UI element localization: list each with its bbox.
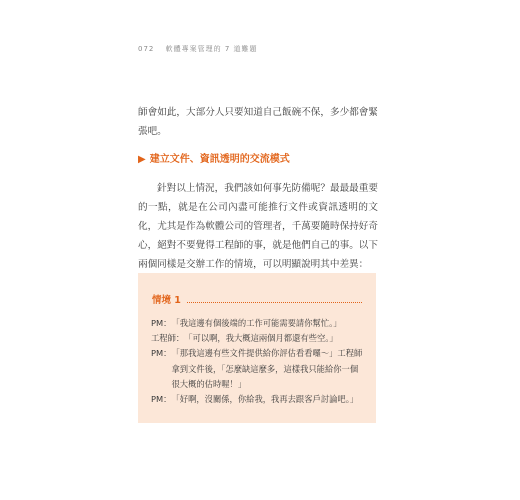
body-paragraph-2: 針對以上情況，我們該如何事先防備呢？最最最重要的一點，就是在公司內盡可能推行文件或資訊透明的文化，尤其是作為軟體公司的管理者，千萬要隨時保持好奇心，絕對不要覺得工程師的事，就是他們自己的事。以下兩個同樣是交辦工作的情境，可以明顯說明其中差異： (138, 183, 378, 270)
dialogue-line (151, 346, 366, 393)
scenario-title-row (152, 292, 362, 306)
dialogue-line (151, 331, 366, 347)
dialogue-speaker: 工程師： (151, 333, 185, 343)
dialogue-text: 「可以啊，我大概這兩個月都還有些空。」 (184, 333, 338, 343)
scenario-box (138, 273, 376, 423)
body-paragraph-1: 師會如此，大部分人只要知道自己飯碗不保，多少都會緊張吧。 (138, 107, 378, 137)
dialogue-text: 「好啊，沒關係，你給我，我再去跟客戶討論吧。」 (171, 394, 359, 404)
dialogue-speaker: PM： (151, 394, 172, 404)
dialogue-line (151, 316, 366, 332)
scenario-title: 情境 1 (152, 295, 181, 306)
dialogue-text: 「那我這邊有些文件提供給你評估看看囉～」工程師拿到文件後，「怎麼缺這麼多，這樣我只能給你一個很大概的估時喔！」 (171, 348, 363, 389)
book-title: 軟體專案管理的 7 道難題 (165, 45, 258, 53)
dialogue-speaker: PM： (151, 348, 172, 358)
dotted-rule (187, 302, 362, 303)
page-number: 072 (138, 45, 155, 53)
section-title: 建立文件、資訊透明的交流模式 (149, 154, 290, 165)
running-header (138, 44, 258, 54)
dialogue-text: 「我這邊有個後端的工作可能需要請你幫忙。」 (171, 318, 342, 328)
dialogue-speaker: PM： (151, 318, 172, 328)
dialogue-line (151, 392, 366, 408)
section-heading (138, 150, 290, 165)
triangle-marker-icon: ▶ (138, 154, 146, 165)
